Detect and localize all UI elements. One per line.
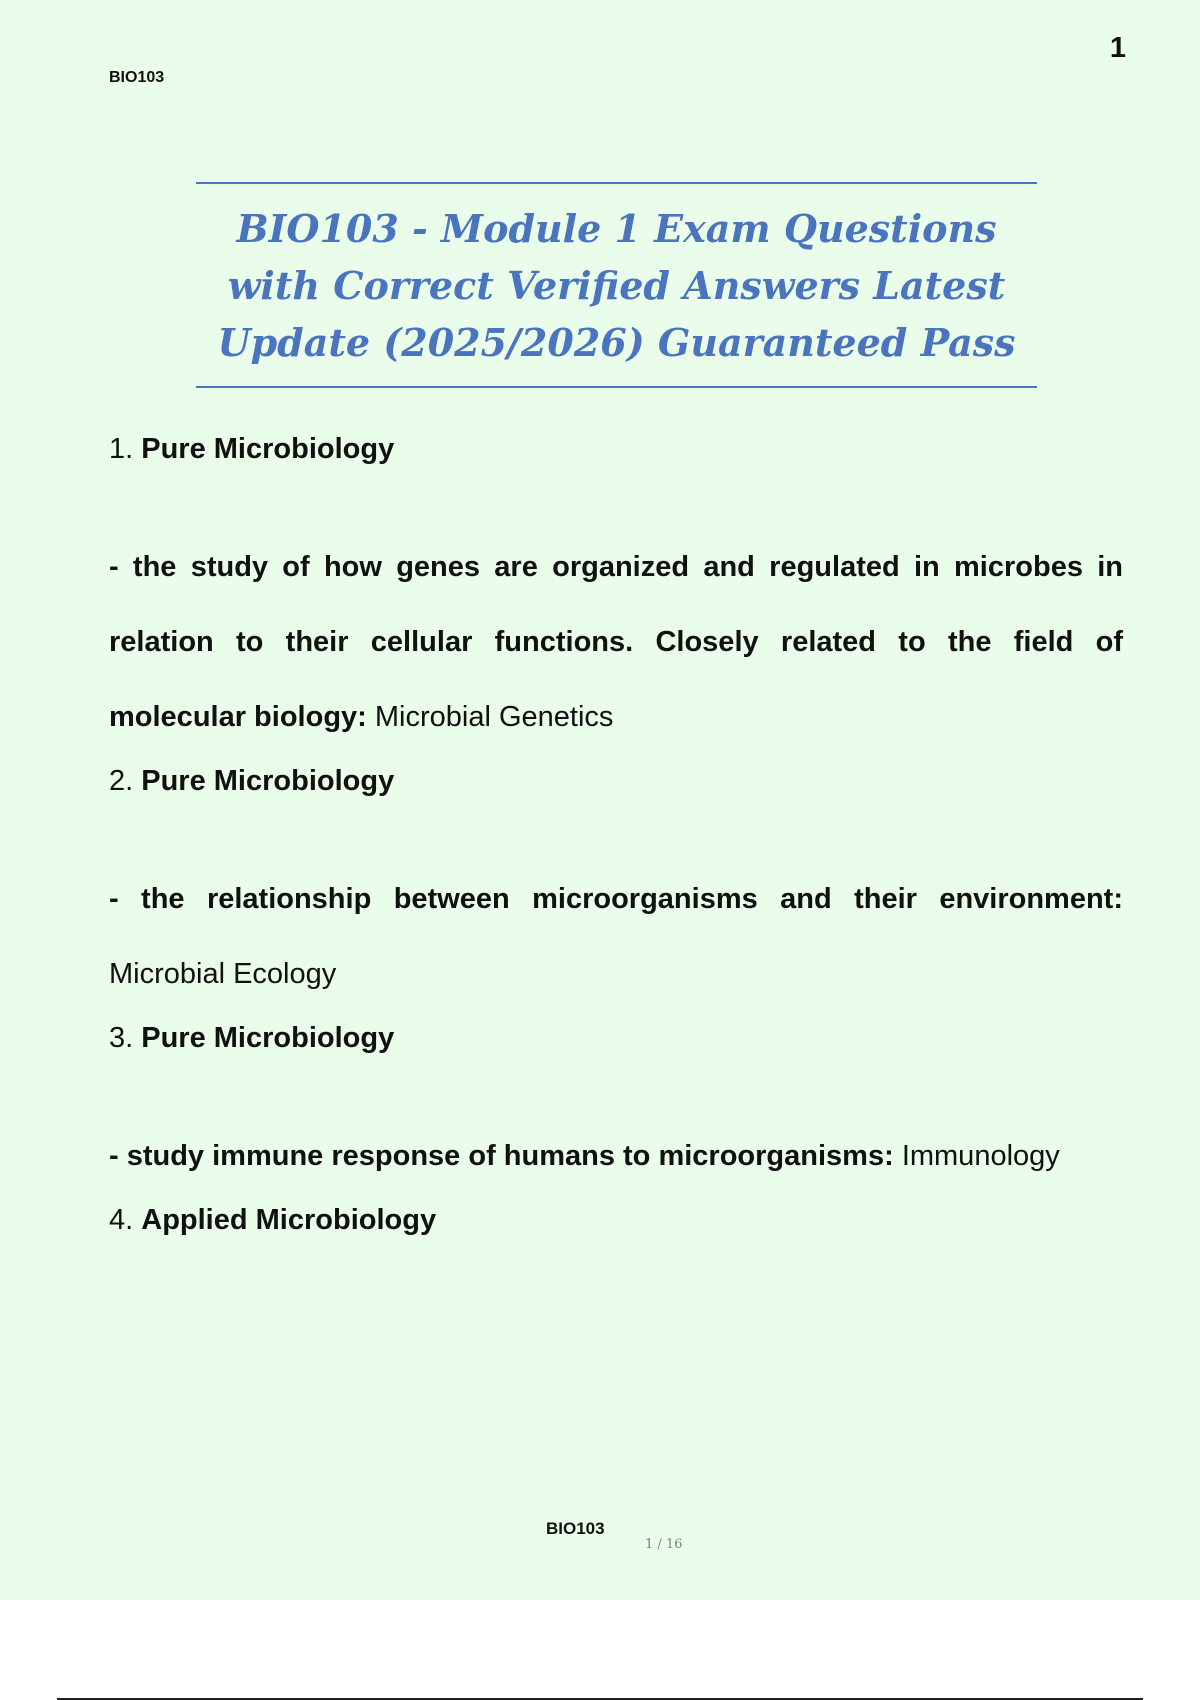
- question-prompt: - study immune response of humans to microorganisms:: [109, 1140, 894, 1172]
- footer-page-indicator: 1 / 16: [645, 1537, 683, 1552]
- question-answer: Microbial Genetics: [374, 701, 614, 733]
- question-body: [109, 862, 1123, 1012]
- question-heading: [109, 1012, 1123, 1087]
- question-answer: Immunology: [901, 1140, 1060, 1172]
- question-body: [109, 530, 1123, 755]
- question-category: Pure Microbiology: [141, 433, 395, 465]
- question-number: 3.: [109, 1022, 134, 1054]
- question-item: [109, 1194, 1123, 1269]
- question-category: Applied Microbiology: [141, 1204, 437, 1236]
- question-number: 2.: [109, 765, 134, 797]
- question-category: Pure Microbiology: [141, 765, 395, 797]
- question-heading: [109, 423, 1123, 498]
- document-title: BIO103 - Module 1 Exam Questions with Correct Verified Answers Latest Update (2025/2026) Guaranteed Pass: [217, 205, 1016, 365]
- question-item: [109, 1012, 1123, 1194]
- question-item: [109, 755, 1123, 1012]
- question-heading: [109, 1194, 1123, 1269]
- title-block: [196, 182, 1037, 388]
- question-answer: Microbial Ecology: [109, 958, 337, 990]
- question-number: 1.: [109, 433, 134, 465]
- header-page-number: 1: [1109, 32, 1126, 64]
- question-prompt: - the relationship between microorganisms and their environment:: [109, 883, 1123, 915]
- question-category: Pure Microbiology: [141, 1022, 395, 1054]
- question-number: 4.: [109, 1204, 134, 1236]
- question-item: [109, 423, 1123, 755]
- question-heading: [109, 755, 1123, 830]
- questions-list: [109, 423, 1123, 1269]
- header-course-code: BIO103: [109, 69, 165, 86]
- question-body: [109, 1119, 1123, 1194]
- question-prompt: - the study of how genes are organized and regulated in microbes in relation to their cellular functions. Closely related to the field of molecular biology:: [109, 551, 1123, 733]
- footer-course-code: BIO103: [546, 1519, 605, 1538]
